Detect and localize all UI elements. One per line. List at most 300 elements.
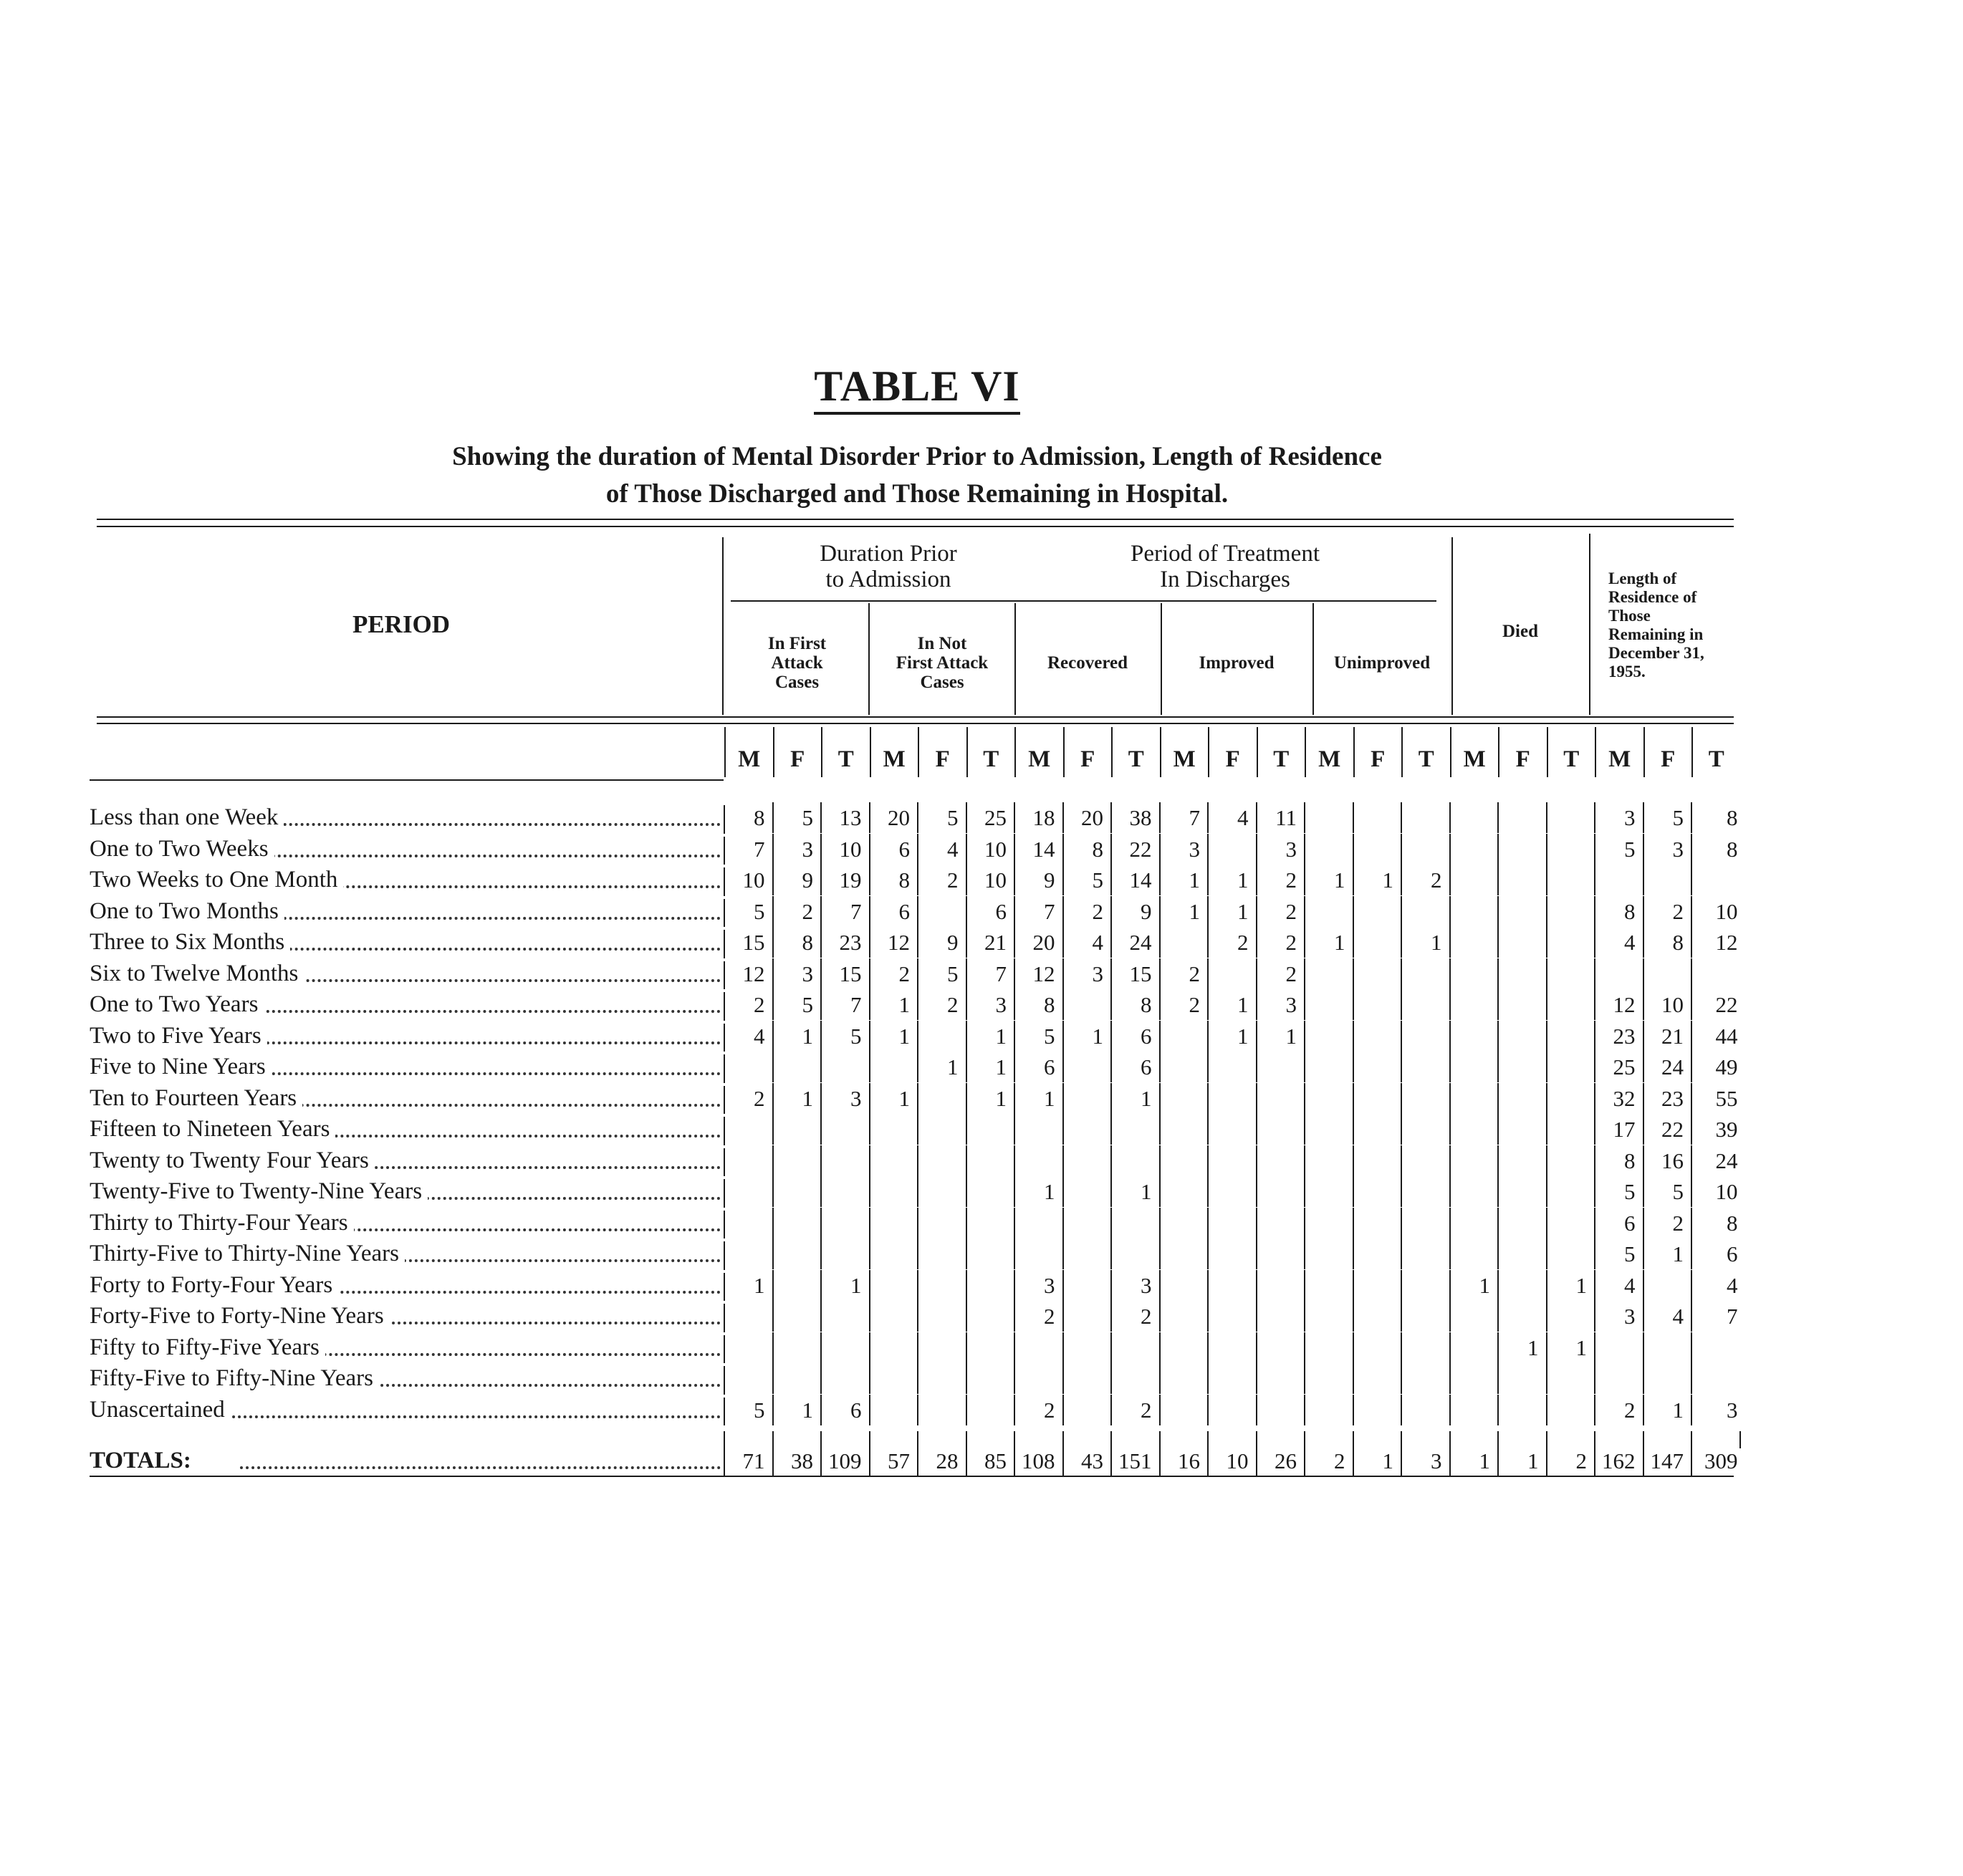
table-cell xyxy=(1257,1114,1306,1145)
table-cell xyxy=(725,1238,774,1269)
table-cell xyxy=(1547,865,1596,895)
mft-label: F xyxy=(935,746,950,772)
table-cell: 2 xyxy=(1644,1208,1693,1238)
table-cell: 5 xyxy=(1595,834,1644,865)
treatment-header xyxy=(1060,541,1390,592)
table-cell: 1 xyxy=(1547,1332,1596,1363)
table-cell: 12 xyxy=(1715,930,1738,955)
table-cell xyxy=(1595,1363,1644,1394)
table-cell xyxy=(822,1208,870,1238)
table-cell: 2 xyxy=(1257,958,1306,989)
mft-divider xyxy=(1111,727,1113,777)
table-cell: 1 xyxy=(870,1021,919,1052)
table-cell xyxy=(725,1208,774,1238)
table-cell xyxy=(1499,865,1547,895)
row-label xyxy=(90,1395,724,1425)
table-cell: 3 xyxy=(1161,834,1209,865)
table-cell: 10 xyxy=(1715,1179,1738,1204)
table-cell xyxy=(1209,1363,1257,1394)
table-cell xyxy=(1499,958,1547,989)
row-label-text: Unascertained xyxy=(90,1397,231,1423)
table-cell: 1 xyxy=(1354,865,1403,895)
table-cell: 2 xyxy=(1257,865,1306,895)
table-cell xyxy=(1064,1114,1113,1145)
table-cell: 4 xyxy=(725,1021,774,1052)
table-cell xyxy=(1547,958,1596,989)
totals-cell: 38 xyxy=(774,1446,822,1476)
table-cell xyxy=(774,1114,822,1145)
totals-cell: 26 xyxy=(1257,1446,1306,1476)
table-cell xyxy=(1209,1145,1257,1176)
row-label-text: Three to Six Months xyxy=(90,929,290,955)
table-cell: 2 xyxy=(1161,958,1209,989)
table-cell: 5 xyxy=(1064,865,1113,895)
table-cell: 1 xyxy=(1305,865,1354,895)
table-cell: 2 xyxy=(725,1083,774,1114)
table-cell: 1 xyxy=(1402,927,1451,958)
table-cell: 39 xyxy=(1715,1117,1738,1142)
table-cell: 8 xyxy=(1595,896,1644,927)
table-cell xyxy=(870,1208,919,1238)
table-cell: 8 xyxy=(1727,805,1738,830)
table-cell xyxy=(1161,1021,1209,1052)
table-cell: 5 xyxy=(1644,802,1693,833)
table-cell xyxy=(1305,1301,1354,1332)
row-label xyxy=(90,1363,724,1394)
table-cell xyxy=(1354,1021,1403,1052)
table-cell: 22 xyxy=(1112,834,1161,865)
table-cell xyxy=(1305,989,1354,1020)
table-cell xyxy=(1112,1114,1161,1145)
table-cell xyxy=(1354,1145,1403,1176)
table-cell xyxy=(1257,1176,1306,1207)
table-cell: 14 xyxy=(1112,865,1161,895)
table-cell: 3 xyxy=(1595,802,1644,833)
table-cell xyxy=(822,1114,870,1145)
table-cell: 3 xyxy=(1257,989,1306,1020)
table-cell xyxy=(1547,1395,1596,1425)
totals-cell: 147 xyxy=(1644,1446,1693,1476)
table-cell: 1 xyxy=(1644,1395,1693,1425)
table-cell xyxy=(1354,1083,1403,1114)
period-header: PERIOD xyxy=(352,610,451,638)
table-cell xyxy=(1595,1332,1644,1363)
mft-label: F xyxy=(1371,746,1386,772)
totals-cell: 1 xyxy=(1451,1446,1499,1476)
table-cell: 5 xyxy=(918,802,967,833)
table-cell: 2 xyxy=(1161,989,1209,1020)
table-cell xyxy=(1161,1083,1209,1114)
table-cell xyxy=(1547,1208,1596,1238)
table-cell xyxy=(1547,989,1596,1020)
table-cell: 24 xyxy=(1112,927,1161,958)
table-subtitle xyxy=(201,438,1633,513)
row-label-text: Two Weeks to One Month xyxy=(90,867,343,893)
row-label xyxy=(90,896,724,927)
table-cell xyxy=(1499,1145,1547,1176)
mft-label: M xyxy=(1608,746,1631,772)
table-cell: 7 xyxy=(1161,802,1209,833)
mft-label: F xyxy=(790,746,805,772)
table-cell xyxy=(1064,989,1113,1020)
totals-label-text: TOTALS: xyxy=(90,1448,197,1473)
table-cell: 5 xyxy=(1595,1238,1644,1269)
table-cell xyxy=(774,1301,822,1332)
table-cell xyxy=(1402,896,1451,927)
mft-divider xyxy=(1063,727,1065,777)
table-cell xyxy=(1305,896,1354,927)
table-cell: 2 xyxy=(1257,927,1306,958)
mft-divider xyxy=(821,727,822,777)
table-cell: 15 xyxy=(1112,958,1161,989)
table-cell xyxy=(1305,1114,1354,1145)
table-cell xyxy=(1644,1332,1693,1363)
table-cell: 15 xyxy=(725,927,774,958)
mft-label: T xyxy=(1563,746,1580,772)
table-cell: 4 xyxy=(1644,1301,1693,1332)
table-cell xyxy=(822,1301,870,1332)
first-attack-line-3: Cases xyxy=(774,673,820,692)
subtitle-line-1: Showing the duration of Mental Disorder Prior to Admission, Length of Residence xyxy=(452,442,1382,471)
table-cell: 1 xyxy=(1064,1021,1113,1052)
table-cell: 12 xyxy=(870,927,919,958)
table-cell xyxy=(1547,896,1596,927)
table-cell: 2 xyxy=(1402,865,1451,895)
table-cell: 24 xyxy=(1715,1148,1738,1173)
table-cell xyxy=(1015,1208,1064,1238)
table-cell xyxy=(1644,865,1693,895)
row-label-text: Fifty-Five to Fifty-Nine Years xyxy=(90,1365,379,1391)
table-cell: 20 xyxy=(870,802,919,833)
table-cell xyxy=(1257,1052,1306,1082)
table-cell xyxy=(1354,1176,1403,1207)
table-cell xyxy=(1354,1395,1403,1425)
table-cell: 1 xyxy=(1547,1270,1596,1301)
table-cell xyxy=(918,1145,967,1176)
table-cell xyxy=(1451,927,1499,958)
table-cell xyxy=(1015,1145,1064,1176)
table-cell: 1 xyxy=(870,1083,919,1114)
table-cell: 3 xyxy=(967,989,1016,1020)
mft-label: M xyxy=(1463,746,1486,772)
table-cell: 5 xyxy=(1595,1176,1644,1207)
not-first-attack-line-3: Cases xyxy=(920,673,964,692)
table-cell xyxy=(774,1208,822,1238)
table-cell: 19 xyxy=(822,865,870,895)
table-cell: 10 xyxy=(1644,989,1693,1020)
table-cell xyxy=(1451,958,1499,989)
table-cell xyxy=(918,1363,967,1394)
table-cell xyxy=(1257,1145,1306,1176)
row-label-text: Forty to Forty-Four Years xyxy=(90,1272,338,1298)
mft-label: M xyxy=(1028,746,1051,772)
row-label xyxy=(90,834,724,865)
table-cell xyxy=(1112,1145,1161,1176)
table-cell xyxy=(1402,1208,1451,1238)
table-cell xyxy=(870,1301,919,1332)
totals-cell: 10 xyxy=(1209,1446,1257,1476)
table-cell: 4 xyxy=(1727,1272,1738,1298)
table-cell: 10 xyxy=(725,865,774,895)
table-cell xyxy=(1354,1052,1403,1082)
table-cell xyxy=(1209,1208,1257,1238)
table-cell: 3 xyxy=(1727,1397,1738,1423)
row-label xyxy=(90,1208,724,1238)
table-cell: 8 xyxy=(1112,989,1161,1020)
table-cell: 2 xyxy=(1209,927,1257,958)
table-cell: 8 xyxy=(1064,834,1113,865)
table-cell: 5 xyxy=(725,896,774,927)
table-cell xyxy=(1257,1395,1306,1425)
table-cell: 2 xyxy=(774,896,822,927)
table-cell: 3 xyxy=(1595,1301,1644,1332)
table-cell: 3 xyxy=(822,1083,870,1114)
table-cell xyxy=(918,1301,967,1332)
table-cell xyxy=(1209,1114,1257,1145)
totals-cell: 2 xyxy=(1305,1446,1354,1476)
mft-divider xyxy=(773,727,774,777)
table-cell xyxy=(1547,1114,1596,1145)
table-cell xyxy=(1547,1301,1596,1332)
table-cell: 6 xyxy=(1112,1021,1161,1052)
table-cell: 14 xyxy=(1015,834,1064,865)
table-cell: 2 xyxy=(1595,1395,1644,1425)
table-cell: 8 xyxy=(1015,989,1064,1020)
totals-cell: 109 xyxy=(822,1446,870,1476)
table-cell: 8 xyxy=(1595,1145,1644,1176)
table-cell: 6 xyxy=(967,896,1016,927)
table-cell xyxy=(1354,1208,1403,1238)
table-cell: 6 xyxy=(870,896,919,927)
table-cell xyxy=(1499,1114,1547,1145)
table-cell xyxy=(918,1208,967,1238)
table-cell: 15 xyxy=(822,958,870,989)
table-cell: 4 xyxy=(1064,927,1113,958)
table-cell xyxy=(1354,958,1403,989)
length-line-2: Residence of xyxy=(1608,588,1697,606)
header-divider-died-right xyxy=(1589,534,1590,715)
table-cell xyxy=(967,1145,1016,1176)
row-label-text: One to Two Weeks xyxy=(90,836,274,862)
leader-dots xyxy=(240,1466,721,1469)
totals-cell: 28 xyxy=(918,1446,967,1476)
subtitle-line-2: of Those Discharged and Those Remaining in Hospital. xyxy=(605,479,1229,509)
row-label xyxy=(90,865,724,895)
table-cell xyxy=(1451,1114,1499,1145)
table-cell xyxy=(1161,1363,1209,1394)
mft-divider xyxy=(1498,727,1499,777)
period-column-rule xyxy=(90,779,724,781)
table-cell: 8 xyxy=(1727,1210,1738,1236)
table-cell: 2 xyxy=(1257,896,1306,927)
table-cell xyxy=(1499,1052,1547,1082)
table-cell: 1 xyxy=(774,1083,822,1114)
row-label xyxy=(90,1238,724,1269)
table-cell xyxy=(967,1270,1016,1301)
header-group-rule xyxy=(731,600,1436,602)
row-label-text: Six to Twelve Months xyxy=(90,961,304,986)
table-cell xyxy=(1354,834,1403,865)
mft-divider xyxy=(918,727,919,777)
table-cell xyxy=(1064,1052,1113,1082)
table-cell xyxy=(822,1238,870,1269)
totals-cell: 3 xyxy=(1402,1446,1451,1476)
table-cell xyxy=(1451,802,1499,833)
table-cell xyxy=(1305,1270,1354,1301)
table-cell xyxy=(1499,896,1547,927)
table-cell: 8 xyxy=(725,802,774,833)
row-label xyxy=(90,1332,724,1363)
table-cell xyxy=(1402,1270,1451,1301)
mft-label: T xyxy=(983,746,999,772)
mft-divider xyxy=(1305,727,1306,777)
first-attack-line-1: In First xyxy=(767,634,827,653)
table-cell xyxy=(1209,1052,1257,1082)
row-label xyxy=(90,1301,724,1332)
header-bottom-rule-2 xyxy=(97,723,1734,724)
totals-tick xyxy=(1739,1431,1741,1448)
table-cell xyxy=(1644,958,1693,989)
table-cell xyxy=(1161,927,1209,958)
table-cell xyxy=(870,1114,919,1145)
table-cell xyxy=(918,1021,967,1052)
mft-divider xyxy=(1595,727,1596,777)
row-label xyxy=(90,1114,724,1145)
mft-divider xyxy=(1450,727,1451,777)
table-cell xyxy=(1499,1395,1547,1425)
table-cell: 6 xyxy=(1112,1052,1161,1082)
table-cell xyxy=(1305,1208,1354,1238)
table-cell xyxy=(1209,834,1257,865)
first-attack-header xyxy=(727,634,867,692)
not-first-attack-line-1: In Not xyxy=(917,634,967,653)
table-cell xyxy=(1499,834,1547,865)
table-cell xyxy=(1209,1176,1257,1207)
table-cell: 5 xyxy=(725,1395,774,1425)
mft-label: F xyxy=(1080,746,1095,772)
mft-divider xyxy=(1208,727,1209,777)
table-cell xyxy=(918,1270,967,1301)
table-cell xyxy=(918,1395,967,1425)
row-label-text: Two to Five Years xyxy=(90,1023,267,1049)
table-cell: 7 xyxy=(822,896,870,927)
table-cell xyxy=(1547,1083,1596,1114)
totals-cell: 2 xyxy=(1547,1446,1596,1476)
table-cell xyxy=(1499,1363,1547,1394)
treatment-header-line-1: Period of Treatment xyxy=(1131,541,1320,567)
table-cell xyxy=(1161,1395,1209,1425)
table-cell xyxy=(1209,1395,1257,1425)
table-cell xyxy=(1595,865,1644,895)
totals-cell: 151 xyxy=(1112,1446,1161,1476)
table-cell xyxy=(1064,1176,1113,1207)
table-cell xyxy=(1305,1145,1354,1176)
table-cell: 55 xyxy=(1715,1085,1738,1111)
mft-label: F xyxy=(1515,746,1530,772)
row-label-text: One to Two Years xyxy=(90,991,264,1017)
table-cell: 2 xyxy=(725,989,774,1020)
row-label-text: Fifteen to Nineteen Years xyxy=(90,1116,335,1142)
not-first-attack-header xyxy=(870,634,1014,692)
table-cell: 1 xyxy=(1257,1021,1306,1052)
table-cell xyxy=(1547,802,1596,833)
table-cell: 18 xyxy=(1015,802,1064,833)
table-cell xyxy=(1257,1238,1306,1269)
table-cell xyxy=(1015,1238,1064,1269)
row-label xyxy=(90,989,724,1020)
mft-divider xyxy=(1353,727,1355,777)
mft-label: M xyxy=(883,746,906,772)
row-label-text: Less than one Week xyxy=(90,804,284,830)
table-cell xyxy=(1305,834,1354,865)
table-cell xyxy=(918,1114,967,1145)
table-cell: 13 xyxy=(822,802,870,833)
table-cell xyxy=(1112,1332,1161,1363)
table-cell xyxy=(1064,1270,1113,1301)
table-cell: 8 xyxy=(1644,927,1693,958)
table-cell xyxy=(870,1270,919,1301)
table-cell: 2 xyxy=(918,865,967,895)
mft-label: M xyxy=(1173,746,1196,772)
table-cell xyxy=(1547,927,1596,958)
table-cell xyxy=(774,1332,822,1363)
table-cell xyxy=(822,1145,870,1176)
table-cell xyxy=(1015,1363,1064,1394)
table-cell xyxy=(1402,1083,1451,1114)
mft-divider xyxy=(1401,727,1403,777)
table-cell: 6 xyxy=(1727,1241,1738,1266)
table-cell: 23 xyxy=(1595,1021,1644,1052)
row-label-text: Twenty to Twenty Four Years xyxy=(90,1148,375,1173)
table-cell: 24 xyxy=(1644,1052,1693,1082)
table-cell xyxy=(1112,1208,1161,1238)
table-cell: 20 xyxy=(1064,802,1113,833)
row-label-text: Thirty-Five to Thirty-Nine Years xyxy=(90,1241,405,1266)
mft-divider xyxy=(1547,727,1548,777)
table-cell: 1 xyxy=(1112,1176,1161,1207)
table-cell: 23 xyxy=(1644,1083,1693,1114)
table-cell: 7 xyxy=(967,958,1016,989)
table-cell xyxy=(870,1363,919,1394)
table-cell xyxy=(1305,1395,1354,1425)
table-cell xyxy=(918,1238,967,1269)
table-cell xyxy=(1547,1145,1596,1176)
table-cell xyxy=(822,1332,870,1363)
table-cell xyxy=(1161,1176,1209,1207)
length-line-5: December 31, xyxy=(1608,644,1704,662)
table-cell xyxy=(725,1176,774,1207)
row-label-text: Fifty to Fifty-Five Years xyxy=(90,1334,325,1360)
table-cell: 2 xyxy=(870,958,919,989)
table-cell xyxy=(1499,802,1547,833)
table-cell xyxy=(1402,1145,1451,1176)
table-cell xyxy=(918,896,967,927)
table-cell xyxy=(1354,927,1403,958)
table-cell: 8 xyxy=(1727,836,1738,862)
first-attack-line-2: Attack xyxy=(771,653,823,673)
table-cell: 7 xyxy=(1015,896,1064,927)
table-cell: 1 xyxy=(1209,865,1257,895)
table-cell: 20 xyxy=(1015,927,1064,958)
table-cell: 9 xyxy=(774,865,822,895)
table-cell xyxy=(1402,834,1451,865)
table-cell: 25 xyxy=(967,802,1016,833)
row-label-text: Twenty-Five to Twenty-Nine Years xyxy=(90,1178,428,1204)
mft-label: T xyxy=(1128,746,1144,772)
mft-label: M xyxy=(1318,746,1341,772)
table-cell xyxy=(1451,1395,1499,1425)
duration-header-line-1: Duration Prior xyxy=(820,541,957,567)
